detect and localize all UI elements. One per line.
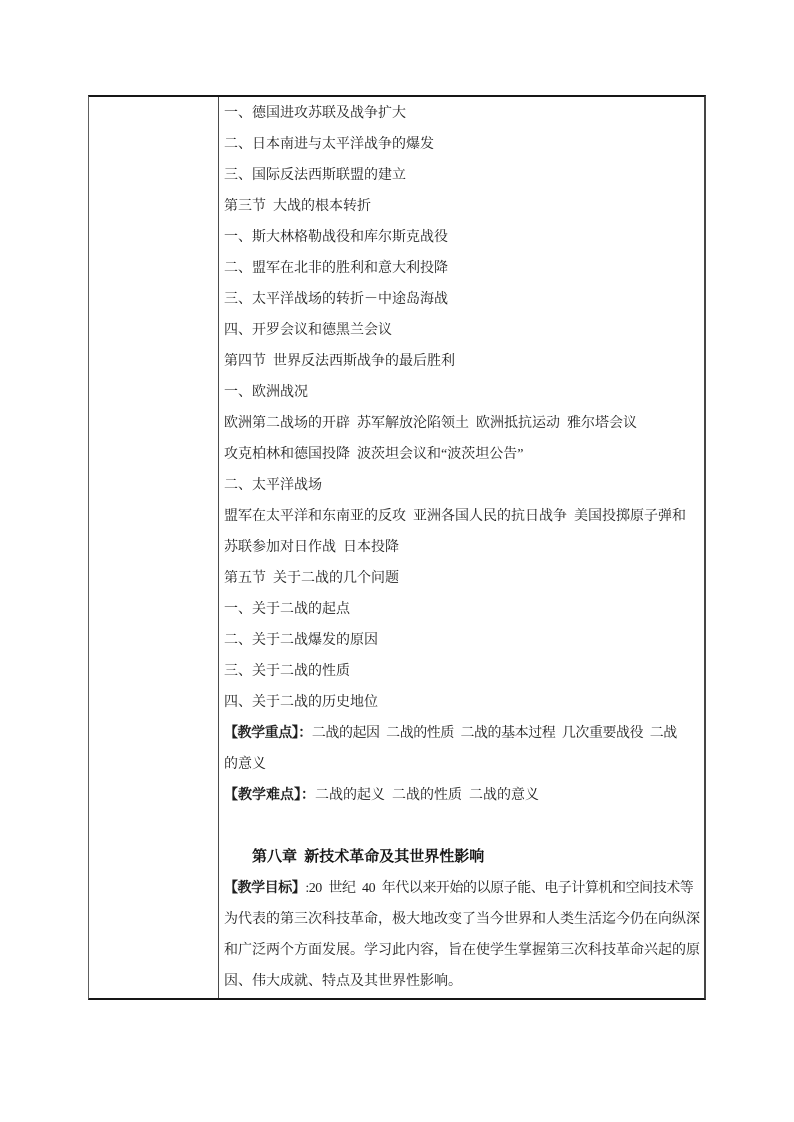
line-text: 第三节 大战的根本转折 <box>224 199 371 214</box>
line-text: 苏联参加对日作战 日本投降 <box>224 540 399 555</box>
content-line <box>224 284 702 315</box>
content-line <box>224 873 702 904</box>
line-text: 二、日本南进与太平洋战争的爆发 <box>224 137 434 152</box>
line-text: 四、关于二战的历史地位 <box>224 695 378 710</box>
line-text: 二、盟军在北非的胜利和意大利投降 <box>224 261 448 276</box>
line-text: 二、太平洋战场 <box>224 478 322 493</box>
line-text: 第五节 关于二战的几个问题 <box>224 571 399 586</box>
chapter-heading <box>224 842 702 873</box>
table-right-column-cell <box>219 97 704 998</box>
content-line <box>224 222 702 253</box>
line-text: 的意义 <box>224 757 266 772</box>
line-text: 四、开罗会议和德黑兰会议 <box>224 323 392 338</box>
line-text: 欧洲第二战场的开辟 苏军解放沦陷领土 欧洲抵抗运动 雅尔塔会议 <box>224 416 637 431</box>
content-line <box>224 625 702 656</box>
line-text: 一、关于二战的起点 <box>224 602 350 617</box>
content-line <box>224 315 702 346</box>
content-line <box>224 346 702 377</box>
content-line <box>224 904 702 935</box>
line-text: 因、伟大成就、特点及其世界性影响。 <box>224 974 462 989</box>
line-text: 二、关于二战爆发的原因 <box>224 633 378 648</box>
line-label: 【教学重点】： <box>224 726 312 741</box>
content-line <box>224 532 702 563</box>
line-text: 一、欧洲战况 <box>224 385 308 400</box>
content-line <box>224 687 702 718</box>
line-label: 【教学目标】 <box>224 881 306 896</box>
content-line <box>224 563 702 594</box>
line-text: 攻克柏林和德国投降 波茨坦会议和“波茨坦公告” <box>224 447 524 462</box>
content-line <box>224 160 702 191</box>
line-text: 一、德国进攻苏联及战争扩大 <box>224 106 406 121</box>
content-line <box>224 966 702 997</box>
content-line <box>224 718 702 749</box>
line-text: 盟军在太平洋和东南亚的反攻 亚洲各国人民的抗日战争 美国投掷原子弹和 <box>224 509 686 524</box>
line-label: 【教学难点】： <box>224 788 315 803</box>
line-text: 三、国际反法西斯联盟的建立 <box>224 168 406 183</box>
content-line <box>224 780 702 811</box>
content-line <box>224 470 702 501</box>
line-text: 二战的起因 二战的性质 二战的基本过程 几次重要战役 二战 <box>311 726 677 741</box>
content-line <box>224 129 702 160</box>
content-line <box>224 253 702 284</box>
content-line <box>224 501 702 532</box>
line-text: 和广泛两个方面发展。学习此内容，旨在使学生掌握第三次科技革命兴起的原 <box>224 943 700 958</box>
content-line <box>224 656 702 687</box>
line-text: :20 世纪 40 年代以来开始的以原子能、电子计算机和空间技术等 <box>305 881 694 896</box>
line-text: 第四节 世界反法西斯战争的最后胜利 <box>224 354 455 369</box>
content-line <box>224 408 702 439</box>
content-line <box>224 594 702 625</box>
content-line <box>224 439 702 470</box>
line-text: 为代表的第三次科技革命，极大地改变了当今世界和人类生活迄今仍在向纵深 <box>224 912 700 927</box>
content-line <box>224 191 702 222</box>
line-text: 二战的起义 二战的性质 二战的意义 <box>315 788 539 803</box>
line-text: 一、斯大林格勒战役和库尔斯克战役 <box>224 230 448 245</box>
table-left-column-cell <box>89 97 219 998</box>
cell-content <box>224 98 702 997</box>
content-line <box>224 377 702 408</box>
line-text: 三、太平洋战场的转折－中途岛海战 <box>224 292 448 307</box>
lesson-plan-table <box>88 95 706 1000</box>
line-text: 三、关于二战的性质 <box>224 664 350 679</box>
line-text: 第八章 新技术革命及其世界性影响 <box>252 849 485 865</box>
content-line <box>224 98 702 129</box>
blank-line <box>224 811 702 842</box>
content-line <box>224 935 702 966</box>
content-line <box>224 749 702 780</box>
